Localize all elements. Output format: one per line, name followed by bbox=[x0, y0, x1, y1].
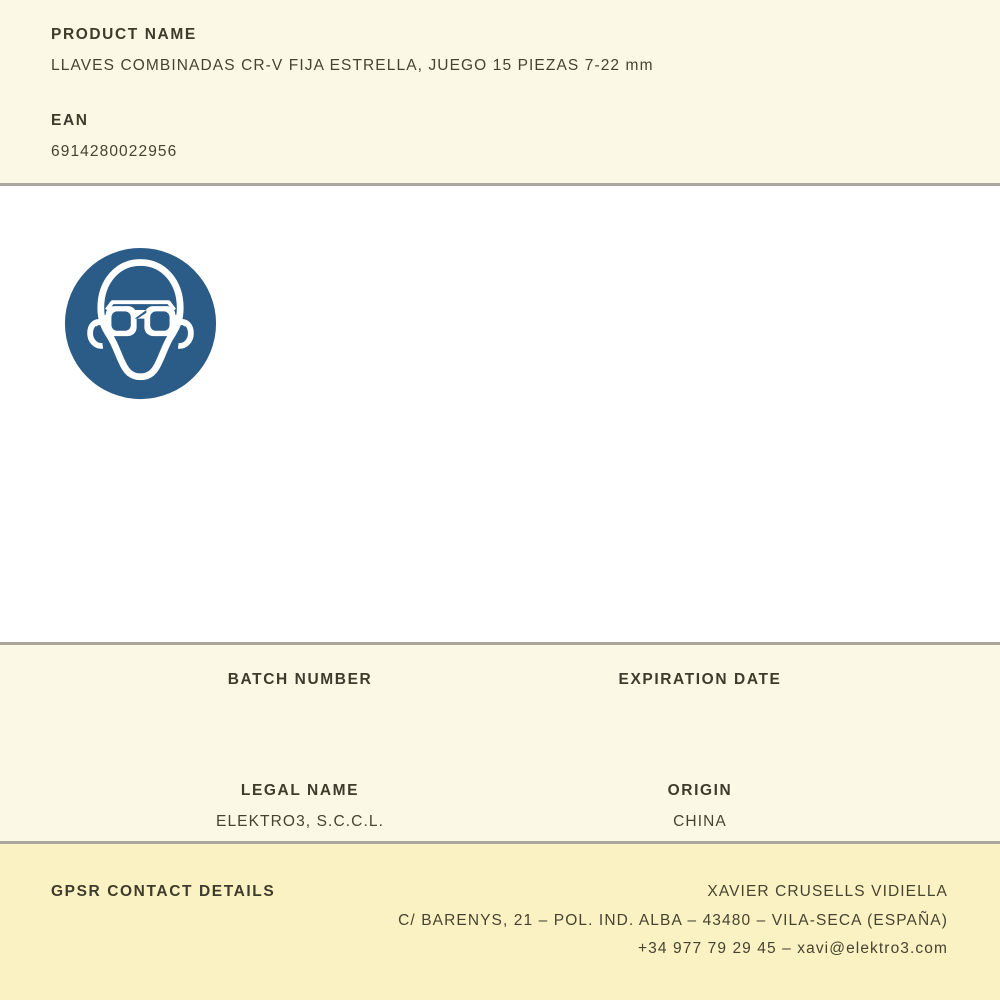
origin-cell bbox=[500, 782, 900, 831]
legal-name-cell bbox=[100, 782, 500, 831]
legal-name-value: ELEKTRO3, S.C.C.L. bbox=[216, 813, 384, 830]
batch-number-value bbox=[100, 702, 500, 720]
origin-label: ORIGIN bbox=[667, 782, 733, 799]
origin-value: CHINA bbox=[673, 813, 727, 830]
details-section bbox=[0, 645, 1000, 841]
gpsr-contact-phone-email: +34 977 79 29 45 – xavi@elektro3.com bbox=[638, 940, 948, 957]
expiration-date-label: EXPIRATION DATE bbox=[618, 671, 782, 688]
gpsr-contact-name: XAVIER CRUSELLS VIDIELLA bbox=[707, 883, 948, 900]
batch-number-label: BATCH NUMBER bbox=[227, 671, 373, 688]
wear-eye-protection-icon bbox=[63, 246, 218, 401]
product-name-label: PRODUCT NAME bbox=[51, 26, 197, 43]
legal-name-label: LEGAL NAME bbox=[240, 782, 360, 799]
gpsr-contact-label: GPSR CONTACT DETAILS bbox=[51, 883, 276, 900]
details-row-1 bbox=[100, 671, 900, 720]
batch-number-cell bbox=[100, 671, 500, 720]
ean-value: 6914280022956 bbox=[51, 143, 178, 160]
product-info-section bbox=[0, 0, 1000, 183]
expiration-date-value bbox=[500, 702, 900, 720]
gpsr-contact-section bbox=[0, 844, 1000, 1000]
safety-icon-section bbox=[0, 186, 1000, 642]
expiration-date-cell bbox=[500, 671, 900, 720]
ean-label: EAN bbox=[51, 112, 89, 129]
details-row-2 bbox=[100, 782, 900, 831]
gpsr-contact-lines bbox=[398, 878, 948, 964]
product-name-value: LLAVES COMBINADAS CR-V FIJA ESTRELLA, JUEGO 15 PIEZAS 7-22 mm bbox=[51, 57, 654, 74]
gpsr-contact-address: C/ BARENYS, 21 – POL. IND. ALBA – 43480 – VILA-SECA (ESPAÑA) bbox=[398, 911, 948, 929]
